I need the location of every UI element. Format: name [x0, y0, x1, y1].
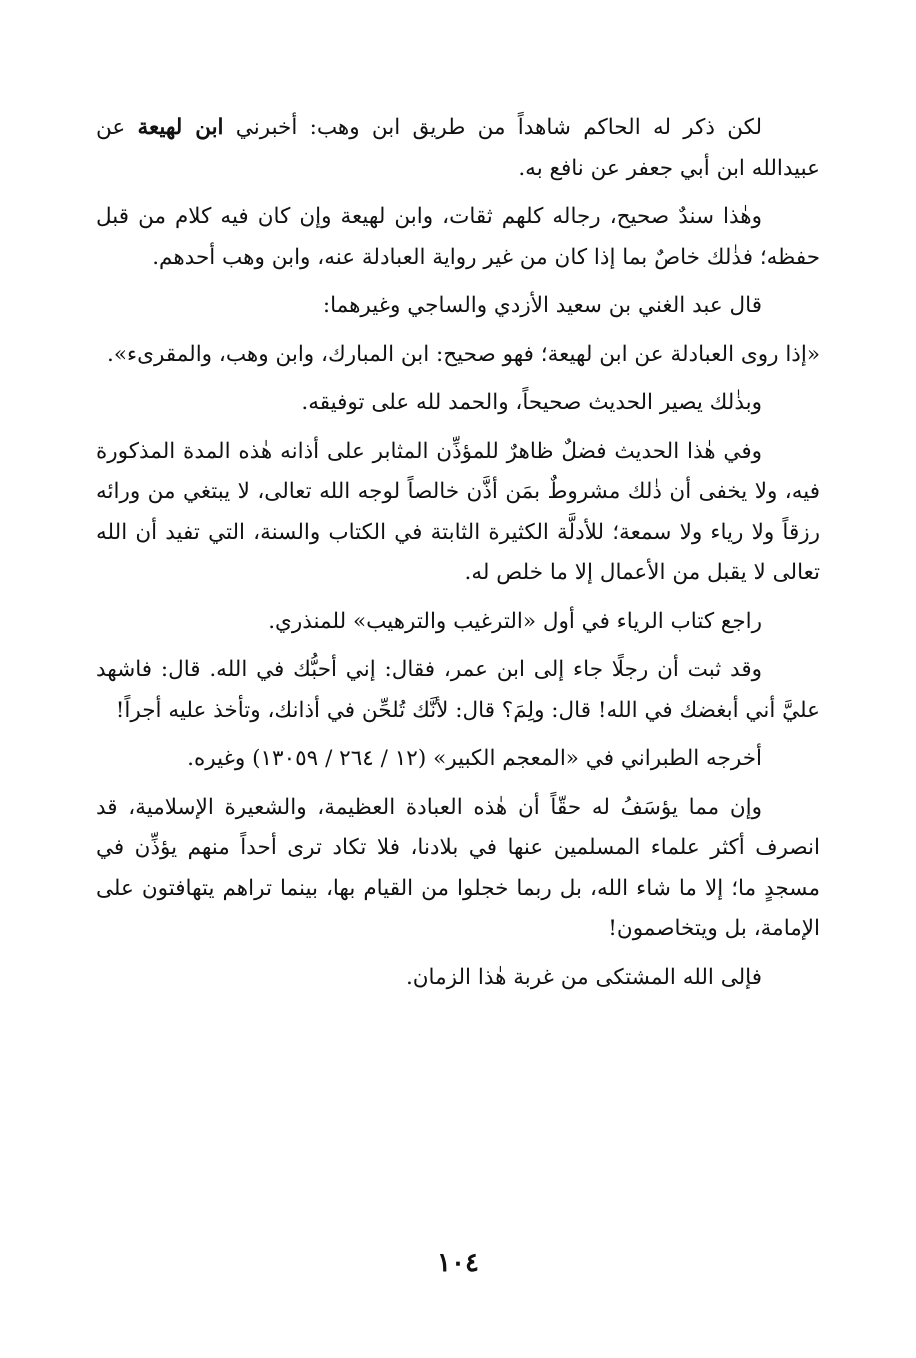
paragraph-p8	[96, 650, 820, 731]
paragraph-p1	[96, 108, 820, 189]
paragraph-text: لكن ذكر له الحاكم شاهداً من طريق ابن وهب: أخبرني	[223, 115, 762, 140]
paragraph-text: راجع كتاب الرياء في أول «الترغيب والترهيب» للمنذري.	[268, 608, 762, 634]
bold-text: ابن لهيعة	[137, 115, 224, 140]
paragraph-text: فإلى الله المشتكى من غربة هٰذا الزمان.	[405, 964, 762, 990]
paragraph-p9	[96, 739, 820, 780]
paragraph-p10	[96, 788, 820, 950]
paragraph-p5	[96, 383, 820, 424]
paragraph-text: عن عبيدالله ابن أبي جعفر عن نافع به.	[96, 115, 820, 181]
paragraph-p6	[96, 432, 820, 594]
paragraph-text: قال عبد الغني بن سعيد الأزدي والساجي وغيرهما:	[322, 293, 762, 318]
paragraph-text: وإن مما يؤسَفُ له حقّاً أن هٰذه العبادة العظيمة، والشعيرة الإسلامية، قد انصرف أكثر علماء المسلمين عنها في بلادنا، فلا تكاد ترى أحداً منهم يؤذِّن في مسجدٍ ما؛ إلا ما شاء الله، بل ربما خجلوا من القيام بها، بينما تراهم يتهافتون على الإمامة، بل ويتخاصمون!	[96, 794, 820, 941]
paragraph-text: وهٰذا سندٌ صحيح، رجاله كلهم ثقات، وابن لهيعة وإن كان فيه كلام من قبل حفظه؛ فذٰلك خاصٌ بما إذا كان من غير رواية العبادلة عنه، وابن وهب أحدهم.	[96, 204, 820, 270]
paragraph-p4	[96, 335, 820, 376]
paragraph-p2	[96, 197, 820, 278]
paragraph-p7	[96, 602, 820, 643]
paragraph-text: «إذا روى العبادلة عن ابن لهيعة؛ فهو صحيح: ابن المبارك، وابن وهب، والمقرىء».	[107, 341, 820, 367]
page-number: ١٠٤	[437, 1248, 479, 1278]
page-body	[96, 108, 820, 1006]
paragraph-text: أخرجه الطبراني في «المعجم الكبير» (١٢ / ٢٦٤ / ١٣٠٥٩) وغيره.	[187, 746, 762, 771]
paragraph-text: وفي هٰذا الحديث فضلٌ ظاهرٌ للمؤذِّن المثابر على أذانه هٰذه المدة المذكورة فيه، ولا يخفى أن ذٰلك مشروطٌ بمَن أذَّن خالصاً لوجه الله تعالى، لا يبتغي من ورائه رزقاً ولا رياء ولا سمعة؛ للأدلَّة الكثيرة الثابتة في الكتاب والسنة، التي تفيد أن الله تعالى لا يقبل من الأعمال إلا ما خلص له.	[96, 438, 820, 585]
paragraph-p11	[96, 958, 820, 999]
paragraph-p3	[96, 286, 820, 327]
paragraph-text: وقد ثبت أن رجلًا جاء إلى ابن عمر، فقال: إني أحبُّك في الله. قال: فاشهد عليَّ أني أبغضك في الله! قال: ولِمَ؟ قال: لأنَّك تُلحِّن في أذانك، وتأخذ عليه أجراً!	[96, 657, 820, 723]
paragraph-text: وبذٰلك يصير الحديث صحيحاً، والحمد لله على توفيقه.	[301, 390, 762, 415]
